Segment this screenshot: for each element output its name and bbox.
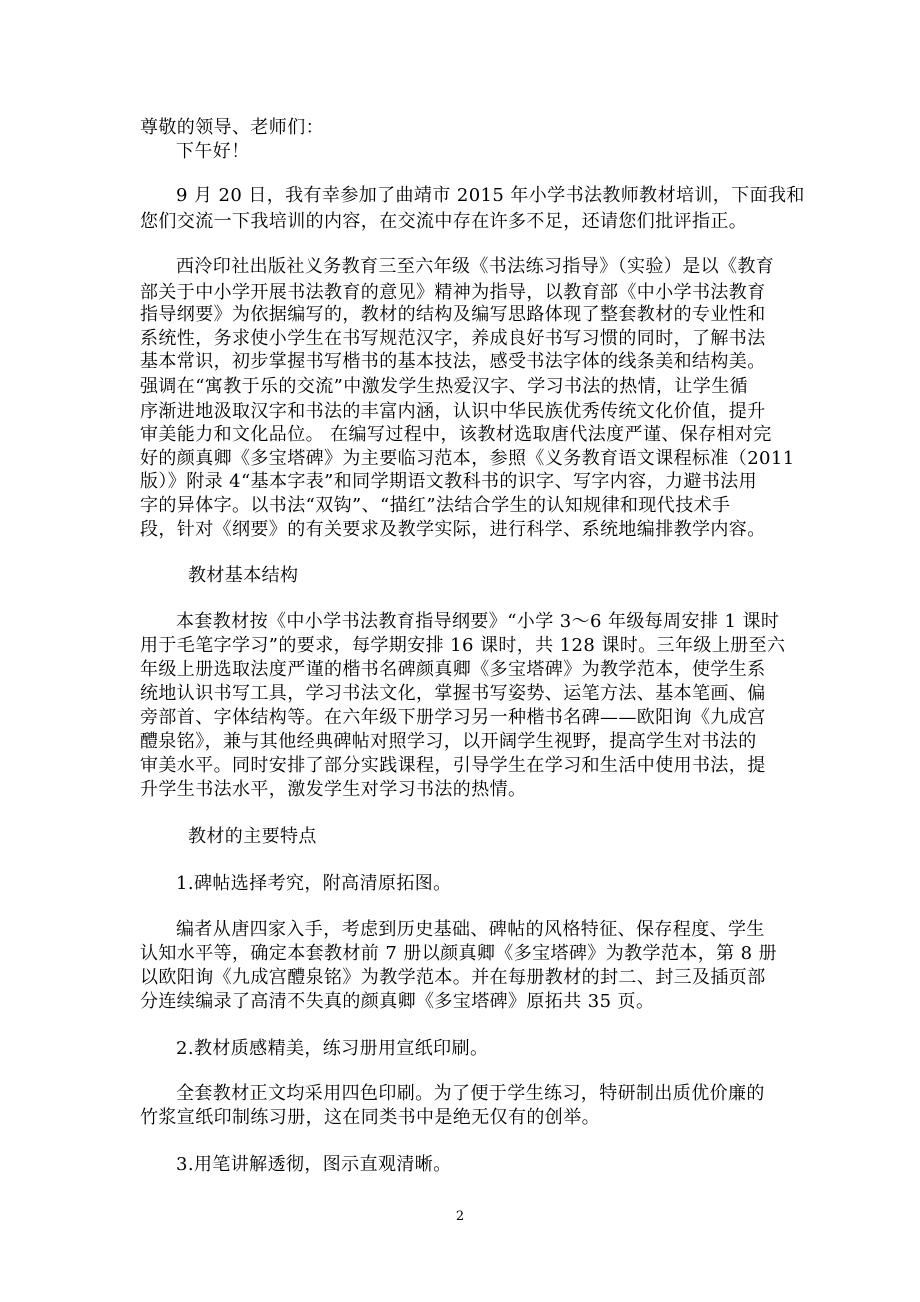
structure-line-1: 本套教材按《中小学书法教育指导纲要》“小学 3～6 年级每周安排 1 课时 [176, 611, 780, 632]
overview-line-4: 系统性，务求使小学生在书写规范汉字，养成良好书写习惯的同时，了解书法 [140, 328, 766, 349]
intro-line-2: 您们交流一下我培训的内容，在交流中存在许多不足，还请您们批评指正。 [140, 211, 748, 232]
overview-line-7: 序渐进地汲取汉字和书法的丰富内涵，认识中华民族优秀传统文化价值，提升 [140, 401, 766, 422]
structure-line-4: 统地认识书写工具，学习书法文化，掌握书写姿势、运笔方法、基本笔画、偏 [140, 683, 766, 704]
overview-line-10: 版）》附录 4“基本字表”和同学期语文教科书的识字、写字内容，力避书法用 [140, 471, 757, 492]
structure-line-5: 旁部首、字体结构等。在六年级下册学习另一种楷书名碑——欧阳询《九成宫 [140, 707, 766, 728]
feature-1-line-3: 以欧阳询《九成宫醴泉铭》为教学范本。并在每册教材的封二、封三及插页部 [140, 967, 766, 988]
greeting: 尊敬的领导、老师们： [140, 117, 324, 138]
overview-line-9: 好的颜真卿《多宝塔碑》为主要临习范本，参照《义务教育语文课程标准（2011 [140, 448, 795, 469]
intro-line-1: 9 月 20 日，我有幸参加了曲靖市 2015 年小学书法教师教材培训，下面我和 [176, 185, 805, 206]
feature-3-title: 3.用笔讲解透彻，图示直观清晰。 [176, 1154, 452, 1175]
feature-1-line-4: 分连续编录了高清不失真的颜真卿《多宝塔碑》原拓共 35 页。 [140, 991, 655, 1012]
overview-line-2: 部关于中小学开展书法教育的意见》精神为指导，以教育部《中小学书法教育 [140, 282, 766, 303]
overview-line-5: 基本常识，初步掌握书写楷书的基本技法，感受书法字体的线条美和结构美。 [140, 351, 766, 372]
feature-1-line-2: 认知水平等，确定本套教材前 7 册以颜真卿《多宝塔碑》为教学范本，第 8 册 [140, 943, 777, 964]
structure-line-6: 醴泉铭》，兼与其他经典碑帖对照学习，以开阔学生视野，提高学生对书法的 [140, 731, 757, 752]
page-number: 2 [455, 1209, 465, 1224]
feature-2-line-1: 全套教材正文均采用四色印刷。为了便于学生练习，特研制出质优价廉的 [176, 1083, 765, 1104]
structure-line-3: 年级上册选取法度严谨的楷书名碑颜真卿《多宝塔碑》为教学范本，使学生系 [140, 659, 766, 680]
overview-line-8: 审美能力和文化品位。 在编写过程中，该教材选取唐代法度严谨、保存相对完 [140, 424, 772, 445]
feature-2-title: 2.教材质感精美，练习册用宣纸印刷。 [176, 1038, 489, 1059]
structure-line-7: 审美水平。同时安排了部分实践课程，引导学生在学习和生活中使用书法，提 [140, 755, 766, 776]
structure-line-8: 升学生书法水平，激发学生对学习书法的热情。 [140, 779, 527, 800]
feature-2-line-2: 竹浆宣纸印制练习册，这在同类书中是绝无仅有的创举。 [140, 1107, 600, 1128]
salutation: 下午好！ [176, 141, 250, 162]
structure-line-2: 用于毛笔字学习”的要求，每学期安排 16 课时，共 128 课时。三年级上册至六 [140, 635, 786, 656]
overview-line-6: 强调在“寓教于乐的交流”中激发学生热爱汉字、学习书法的热情，让学生循 [140, 376, 749, 397]
overview-line-11: 字的异体字。以书法“双钩”、“描红”法结合学生的认知规律和现代技术手 [140, 495, 731, 516]
feature-1-line-1: 编者从唐四家入手，考虑到历史基础、碑帖的风格特征、保存程度、学生 [176, 919, 765, 940]
overview-line-12: 段，针对《纲要》的有关要求及教学实际，进行科学、系统地编排教学内容。 [140, 519, 766, 540]
section-heading-features: 教材的主要特点 [188, 826, 317, 847]
feature-1-title: 1.碑帖选择考究，附高清原拓图。 [176, 873, 452, 894]
overview-line-3: 指导纲要》为依据编写的，教材的结构及编写思路体现了整套教材的专业性和 [140, 304, 766, 325]
section-heading-structure: 教材基本结构 [188, 565, 299, 586]
overview-line-1: 西泠印社出版社义务教育三至六年级《书法练习指导》（实验）是以《教育 [176, 256, 775, 277]
